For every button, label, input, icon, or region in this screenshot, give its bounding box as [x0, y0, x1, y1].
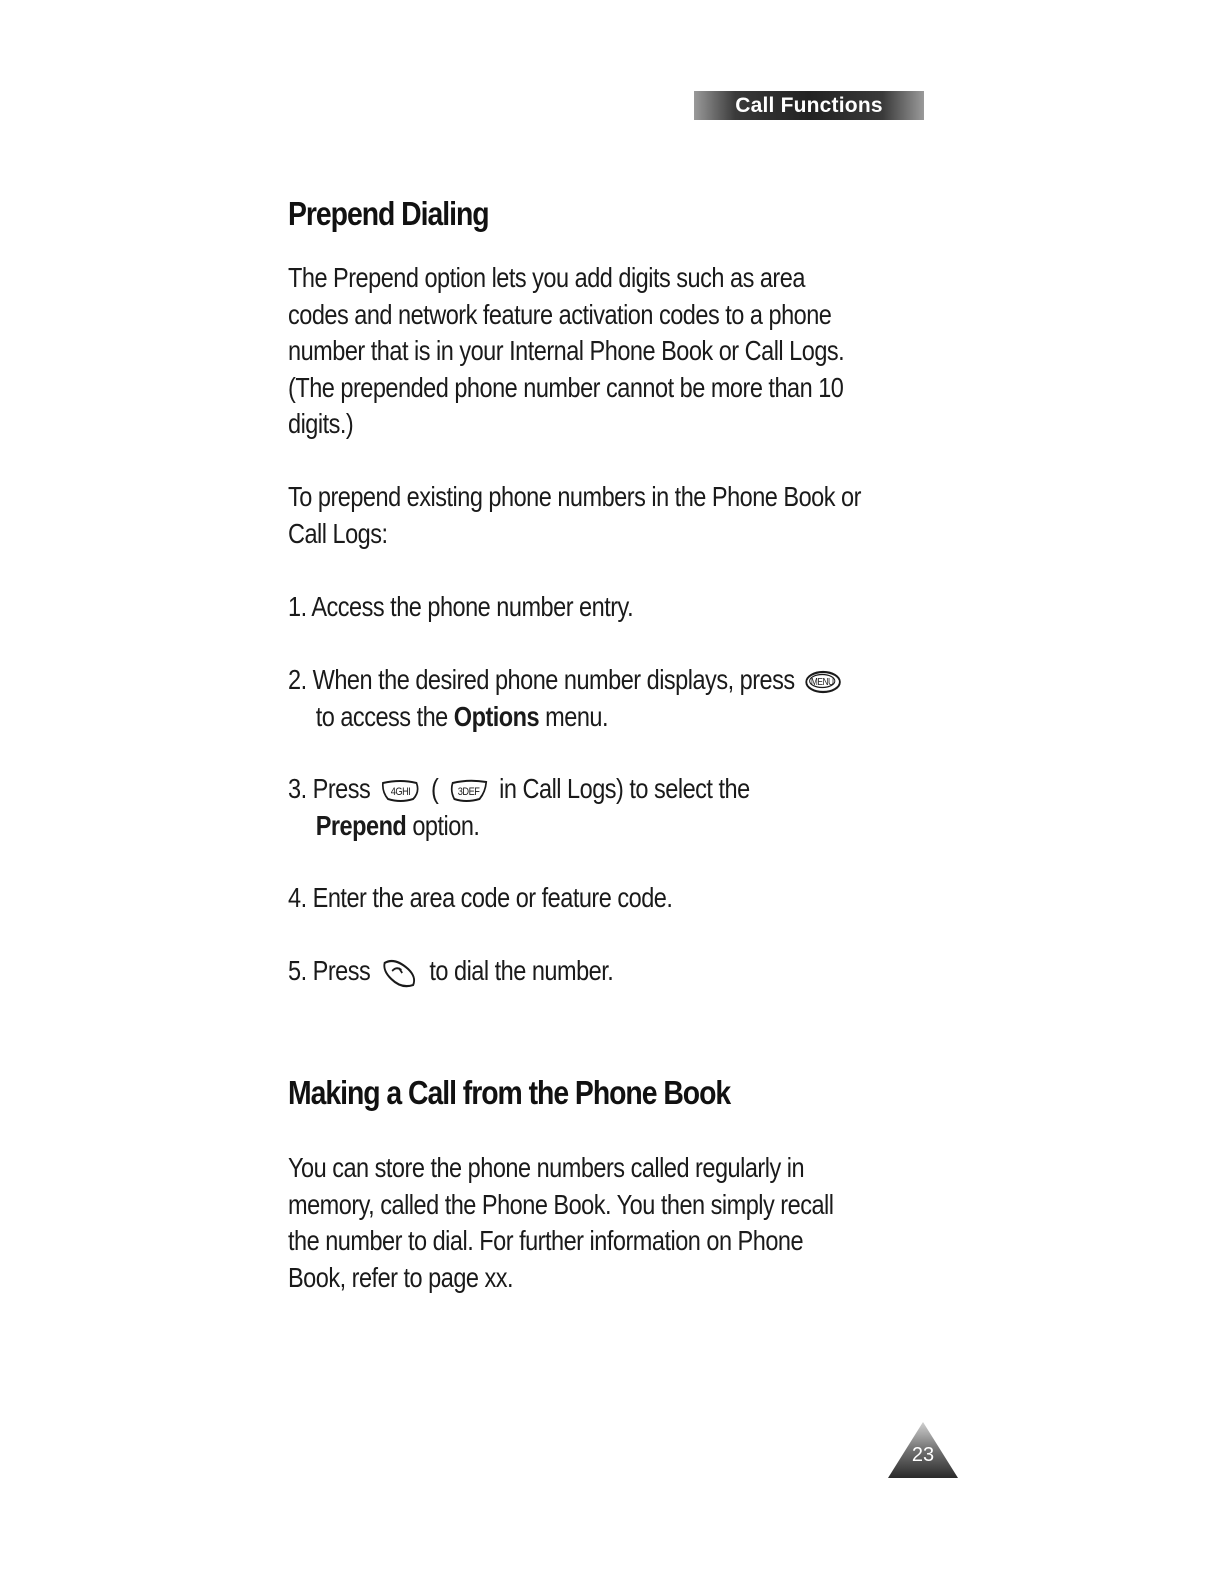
step-number: 3. [288, 773, 307, 804]
step-text: When the desired phone number displays, press [312, 664, 795, 695]
paragraph-phone-book [288, 1150, 910, 1296]
text-line: the number to dial. For further information on Phone [288, 1225, 804, 1256]
send-key-icon [380, 955, 420, 991]
text-line: Book, refer to page xx. [288, 1261, 514, 1293]
text-line: (The prepended phone number cannot be more than 10 [288, 371, 844, 403]
page-number: 23 [911, 1444, 935, 1466]
text-line: Call Logs: [288, 517, 388, 549]
step-3 [288, 770, 910, 844]
section-header-label: Call Functions [735, 93, 883, 117]
step-1 [288, 588, 910, 625]
prepend-option-label: Prepend [315, 810, 407, 841]
text-line: digits.) [288, 408, 354, 439]
step-text: to access the [315, 701, 448, 732]
svg-text:4GHI: 4GHI [390, 785, 411, 798]
step-text: menu. [545, 701, 609, 732]
step-text: Press [312, 773, 371, 804]
text-line: You can store the phone numbers called regularly in [288, 1152, 805, 1183]
options-menu-label: Options [453, 701, 540, 732]
step-number: 5. [288, 955, 307, 986]
step-text: option. [412, 810, 480, 841]
svg-text:3DEF: 3DEF [457, 785, 480, 798]
text-line: To prepend existing phone numbers in the Phone Book or [288, 481, 861, 512]
paragraph-prepend-intro [288, 260, 910, 443]
text-line: number that is in your Internal Phone Book or Call Logs. [288, 335, 845, 366]
menu-key-icon [804, 670, 843, 694]
step-text: ( [431, 773, 439, 804]
text-line: memory, called the Phone Book. You then simply recall [288, 1188, 834, 1220]
step-number: 2. [288, 664, 307, 695]
step-text: Access the phone number entry. [311, 591, 634, 622]
step-text: Press [312, 955, 371, 986]
step-4 [288, 879, 910, 916]
step-number: 1. [288, 591, 307, 622]
step-text: in Call Logs) to select the [499, 773, 750, 804]
step-5 [288, 952, 910, 991]
step-2 [288, 661, 910, 735]
step-text: Enter the area code or feature code. [312, 882, 673, 913]
step-number: 4. [288, 882, 307, 913]
text-line: The Prepend option lets you add digits such as area [288, 262, 805, 293]
4ghi-key-icon [380, 778, 422, 804]
section-title-prepend-dialing: Prepend Dialing [288, 195, 489, 232]
step-text: to dial the number. [429, 955, 614, 986]
section-title-phone-book-call: Making a Call from the Phone Book [288, 1074, 731, 1111]
section-header-tab [694, 91, 924, 120]
text-line: codes and network feature activation codes to a phone [288, 298, 832, 330]
paragraph-prepend-how [288, 479, 910, 552]
3def-key-icon [448, 778, 490, 804]
page-number-badge [886, 1420, 960, 1480]
svg-text:MENU: MENU [811, 675, 834, 687]
